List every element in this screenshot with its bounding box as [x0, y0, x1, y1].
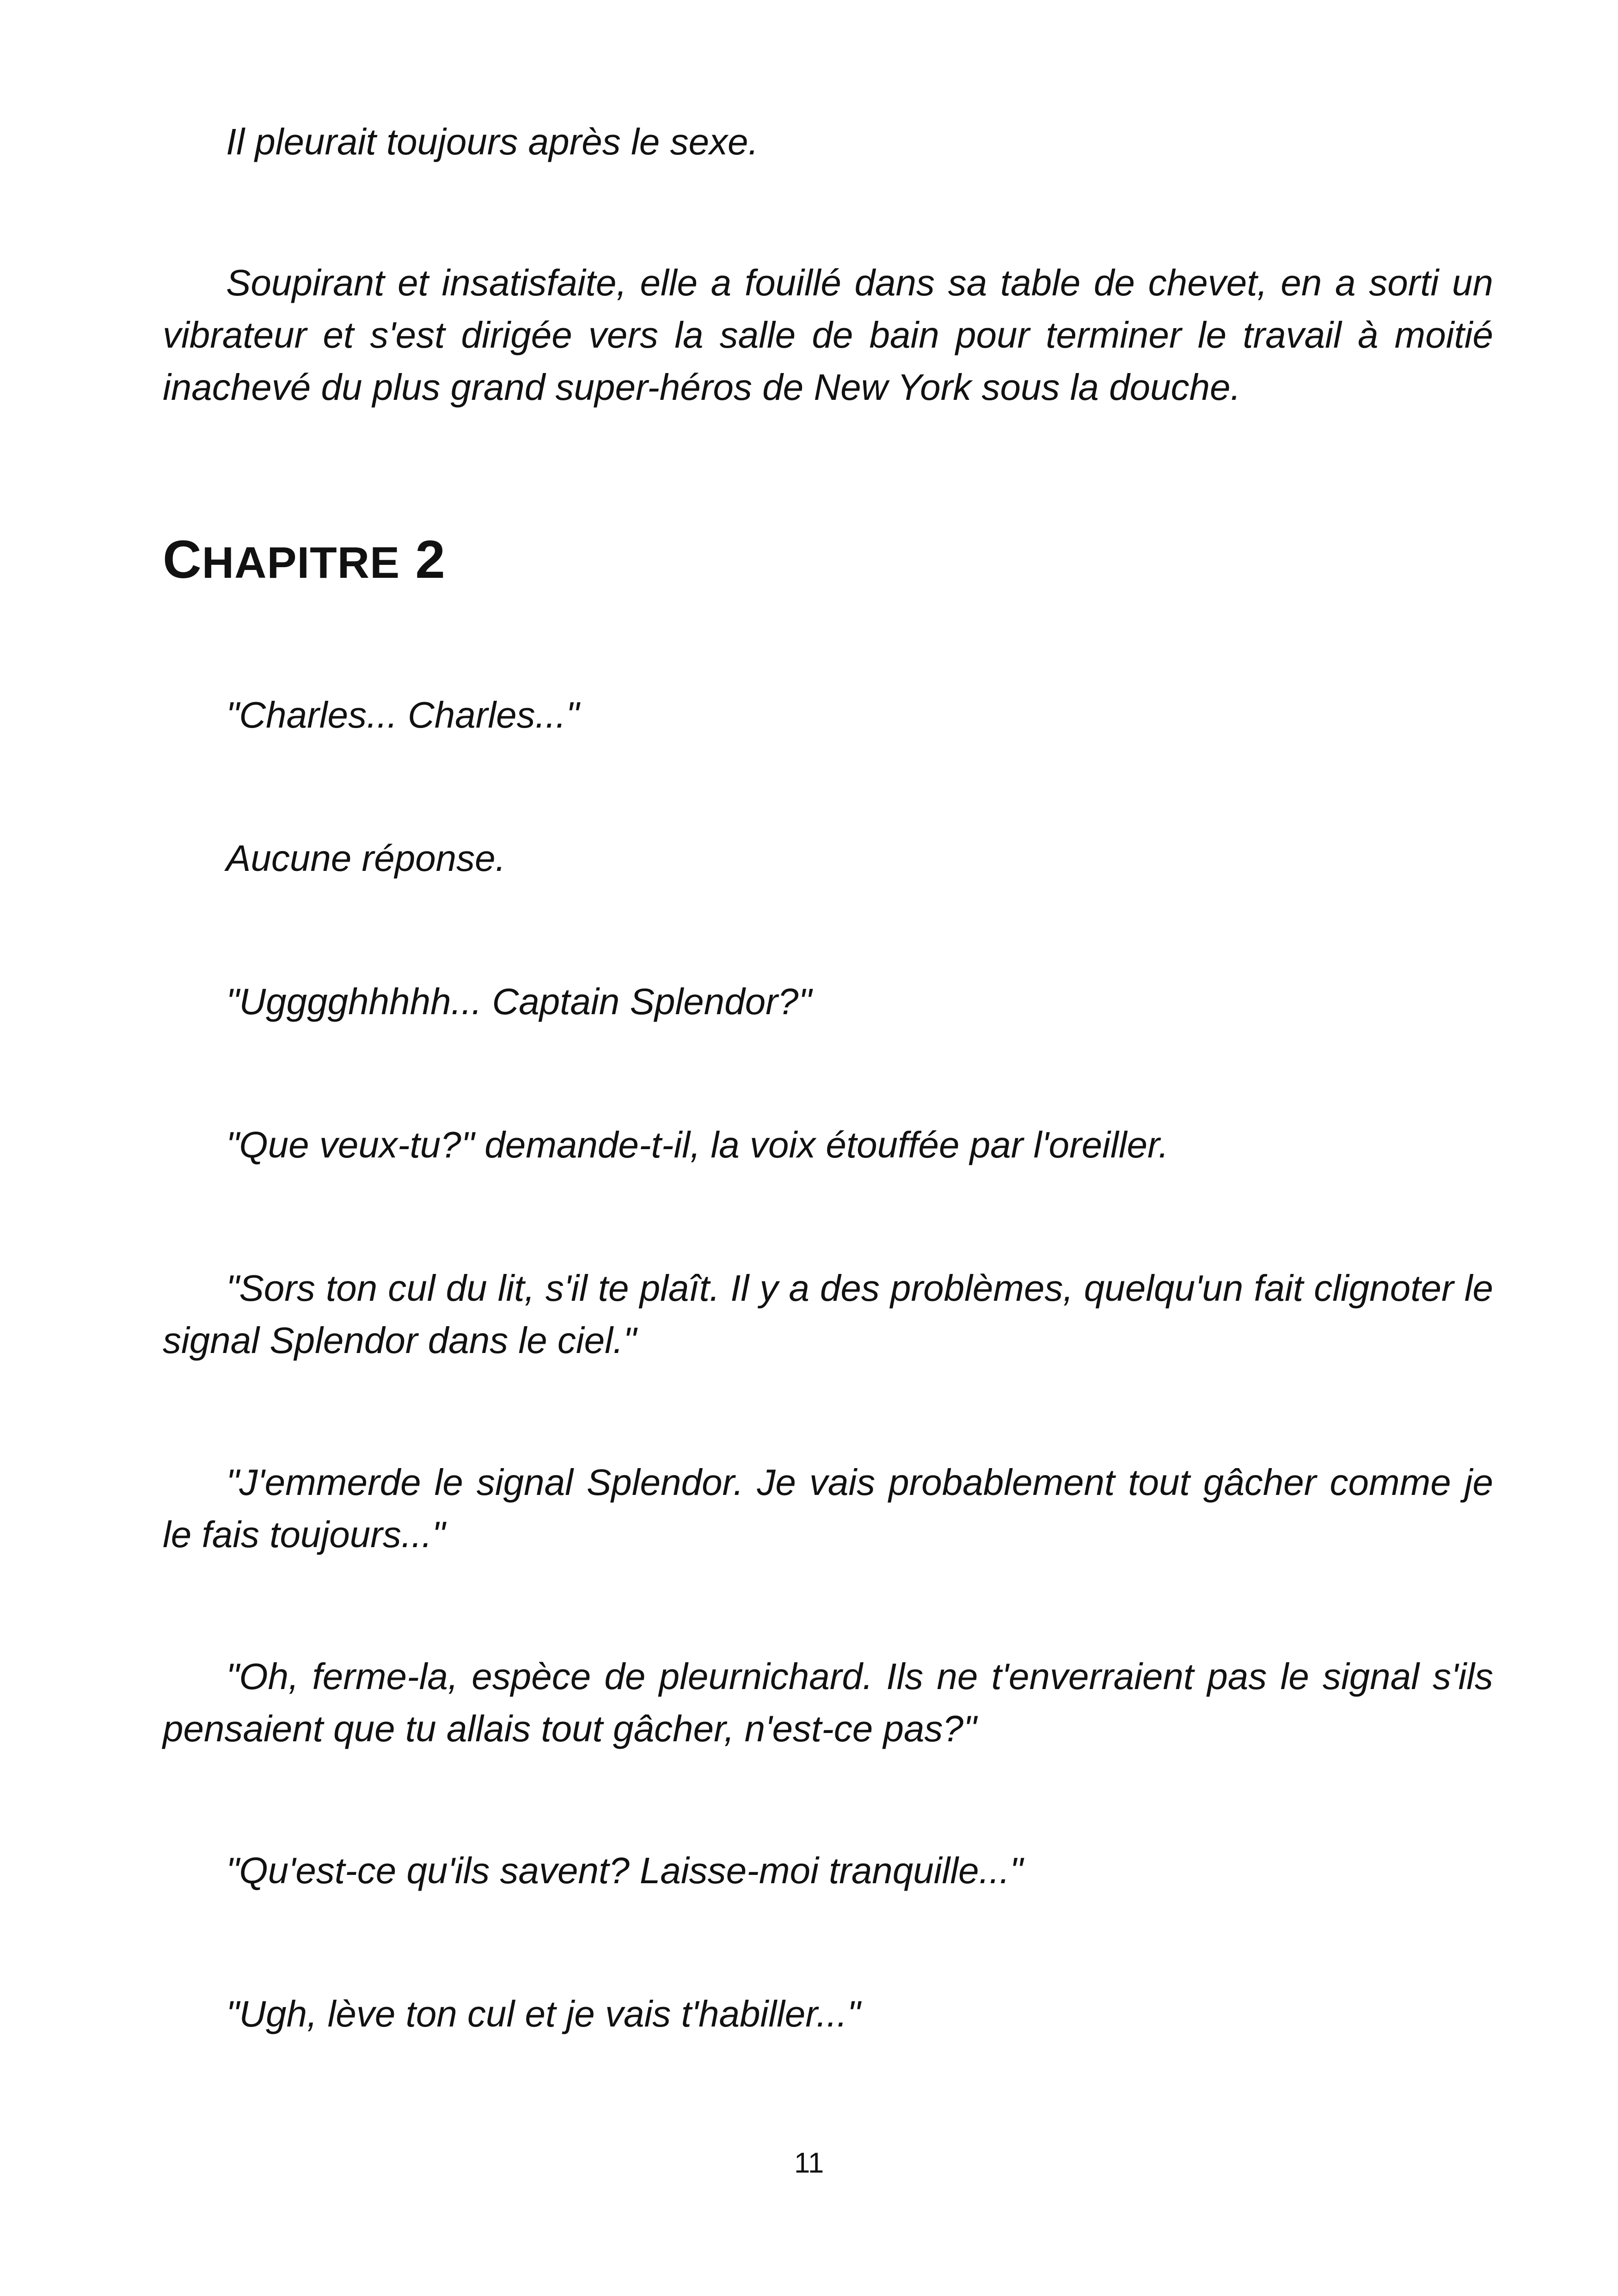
- paragraph: "Oh, ferme-la, espèce de pleurnichard. Ils ne t'enverraient pas le signal s'ils pensaient que tu allais tout gâcher, n'est-ce pas?": [163, 1656, 1493, 1749]
- paragraph: "Ugh, lève ton cul et je vais t'habiller...": [226, 1993, 860, 2034]
- page-number: 11: [794, 2147, 824, 2179]
- paragraph: "Que veux-tu?" demande-t-il, la voix étouffée par l'oreiller.: [226, 1124, 1169, 1165]
- chapter-heading-number: 2: [415, 529, 446, 589]
- paragraph: "Qu'est-ce qu'ils savent? Laisse-moi tranquille...": [226, 1850, 1023, 1891]
- paragraph: "Sors ton cul du lit, s'il te plaît. Il y a des problèmes, quelqu'un fait clignoter le signal Splendor dans le ciel.": [163, 1267, 1493, 1361]
- paragraph: "Ugggghhhhh... Captain Splendor?": [226, 981, 812, 1022]
- paragraph: Soupirant et insatisfaite, elle a fouillé dans sa table de chevet, en a sorti un vibrateur et s'est dirigée vers la salle de bain pour terminer le travail à moitié inachevé du plus grand super-héros de New York sous la douche.: [163, 262, 1493, 408]
- chapter-heading-initial: C: [163, 529, 202, 589]
- paragraph: Il pleurait toujours après le sexe.: [226, 121, 759, 162]
- chapter-heading-word: HAPITRE: [202, 538, 400, 588]
- paragraph: "Charles... Charles...": [226, 694, 579, 735]
- paragraph: Aucune réponse.: [226, 838, 506, 879]
- paragraph: "J'emmerde le signal Splendor. Je vais probablement tout gâcher comme je le fais toujours...": [163, 1462, 1493, 1555]
- chapter-heading: [163, 527, 446, 595]
